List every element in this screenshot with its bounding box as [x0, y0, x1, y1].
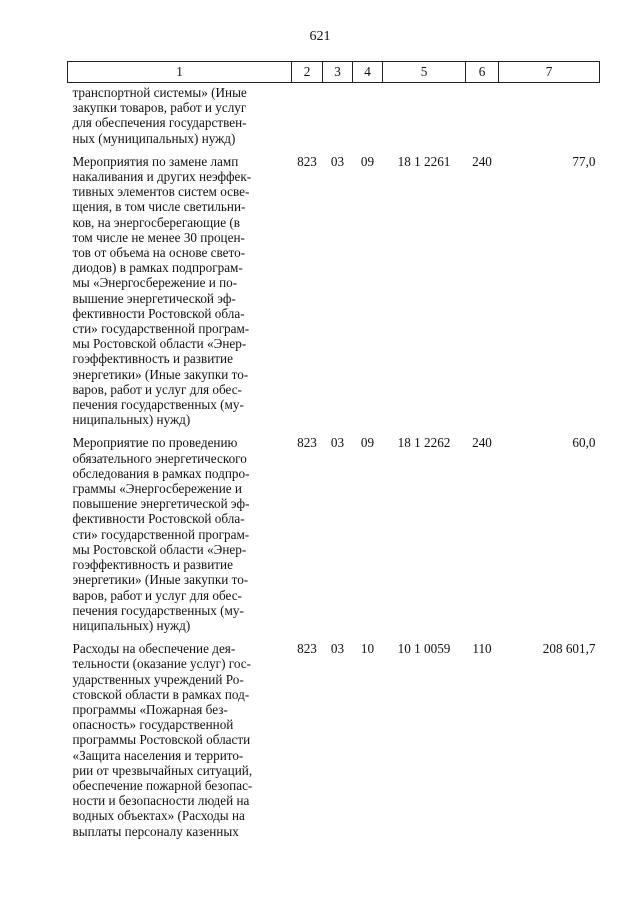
- table-row: [68, 641, 600, 847]
- description-line: закупки товаров, работ и услуг: [72, 100, 247, 116]
- subsection-code: [353, 83, 383, 154]
- description-line: обследования в рамках подпро-: [72, 465, 250, 481]
- description-line: варов, работ и услуг для обес-: [72, 587, 242, 603]
- description-line: повышение энергетической эф-: [72, 496, 250, 512]
- description-line: ниципальных) нужд): [72, 412, 191, 428]
- row-description: [68, 641, 292, 847]
- description-line: диодов) в рамках подпрограм-: [72, 260, 243, 276]
- description-line: водных объектах» (Расходы на: [72, 808, 245, 824]
- amount: 60,0: [572, 435, 596, 451]
- target-article-code: 10 1 0059: [397, 641, 451, 657]
- description-line: тов от объема на основе свето-: [72, 245, 246, 261]
- target-article-code: 18 1 2262: [397, 435, 451, 451]
- description-line: рии от чрезвычайных ситуаций,: [72, 762, 253, 778]
- table-row: [68, 154, 600, 436]
- description-line: для обеспечения государствен-: [72, 115, 247, 131]
- description-line: щения, в том числе светильни-: [72, 199, 246, 215]
- description-line: стовской области в рамках под-: [72, 686, 250, 702]
- amount: [499, 83, 600, 154]
- description-line: мы «Энергосбережение и по-: [72, 275, 238, 291]
- amount: 77,0: [572, 153, 596, 169]
- admin-code: 823: [297, 435, 317, 451]
- section-code: [323, 83, 353, 154]
- description-line: мы Ростовской области «Энер-: [72, 541, 247, 557]
- description-line: том числе не менее 30 процен-: [72, 229, 245, 245]
- description-line: ных (муниципальных) нужд): [72, 130, 236, 146]
- description-line: ударственных учреждений Ро-: [72, 671, 244, 687]
- section-code: 03: [330, 641, 345, 657]
- description-line: энергетики» (Иные закупки то-: [72, 572, 249, 588]
- expense-type-code: 240: [472, 153, 492, 169]
- expense-type-code: 240: [472, 435, 492, 451]
- admin-code: 823: [297, 153, 317, 169]
- subsection-code: 10: [360, 641, 375, 657]
- description-line: гоэффективность и развитие: [72, 351, 233, 367]
- description-line: обязательного энергетического: [72, 450, 247, 466]
- description-line: Мероприятия по замене ламп: [72, 153, 239, 169]
- header-col-4: 4: [353, 62, 383, 83]
- header-col-7: 7: [499, 62, 600, 83]
- budget-table: [67, 61, 600, 847]
- header-col-3: 3: [323, 62, 353, 83]
- description-line: гоэффективность и развитие: [72, 557, 233, 573]
- description-line: транспортной системы» (Иные: [72, 85, 247, 100]
- description-line: ности и безопасности людей на: [72, 793, 250, 809]
- expense-type-code: [466, 83, 499, 154]
- subsection-code: 09: [360, 435, 375, 451]
- description-line: печения государственных (му-: [72, 397, 244, 413]
- header-col-6: 6: [466, 62, 499, 83]
- table-row: [68, 83, 600, 154]
- table-body: [68, 83, 600, 847]
- description-line: мы Ростовской области «Энер-: [72, 336, 247, 352]
- description-line: сти» государственной програм-: [72, 526, 250, 542]
- table-header: [68, 62, 600, 83]
- description-line: варов, работ и услуг для обес-: [72, 381, 242, 397]
- description-line: Расходы на обеспечение дея-: [72, 641, 236, 657]
- header-col-2: 2: [292, 62, 323, 83]
- header-col-5: 5: [383, 62, 466, 83]
- description-line: вышение энергетической эф-: [72, 290, 236, 306]
- description-line: тельности (оказание услуг) гос-: [72, 656, 252, 672]
- description-line: обеспечение пожарной безопас-: [72, 777, 253, 793]
- description-line: «Защита населения и террито-: [72, 747, 244, 763]
- target-article-code: 18 1 2261: [397, 153, 451, 169]
- description-line: программы «Пожарная без-: [72, 701, 228, 717]
- row-description: [68, 435, 292, 641]
- description-line: опасность» государственной: [72, 717, 234, 733]
- expense-type-code: 110: [472, 641, 492, 657]
- header-row: [68, 62, 600, 83]
- section-code: 03: [330, 153, 345, 169]
- header-col-1: 1: [68, 62, 292, 83]
- description-line: сти» государственной програм-: [72, 321, 250, 337]
- description-line: печения государственных (му-: [72, 602, 244, 618]
- admin-code: 823: [297, 641, 317, 657]
- description-line: Мероприятие по проведению: [72, 435, 238, 451]
- subsection-code: 09: [360, 153, 375, 169]
- target-article-code: [383, 83, 466, 154]
- row-description: [68, 83, 292, 154]
- row-description: [68, 154, 292, 436]
- description-line: фективности Ростовской обла-: [72, 305, 245, 321]
- description-line: фективности Ростовской обла-: [72, 511, 245, 527]
- description-line: выплаты персоналу казенных: [72, 823, 239, 839]
- description-line: ниципальных) нужд): [72, 617, 191, 633]
- description-line: ков, на энергосберегающие (в: [72, 214, 240, 230]
- description-line: накаливания и других неэффек-: [72, 169, 252, 185]
- description-line: программы Ростовской области: [72, 732, 251, 748]
- admin-code: [292, 83, 323, 154]
- amount: 208 601,7: [542, 641, 596, 657]
- description-line: граммы «Энергосбережение и: [72, 481, 242, 497]
- table-row: [68, 435, 600, 641]
- description-line: энергетики» (Иные закупки то-: [72, 366, 249, 382]
- section-code: 03: [330, 435, 345, 451]
- page-number: 621: [309, 29, 331, 44]
- description-line: тивных элементов систем осве-: [72, 184, 250, 200]
